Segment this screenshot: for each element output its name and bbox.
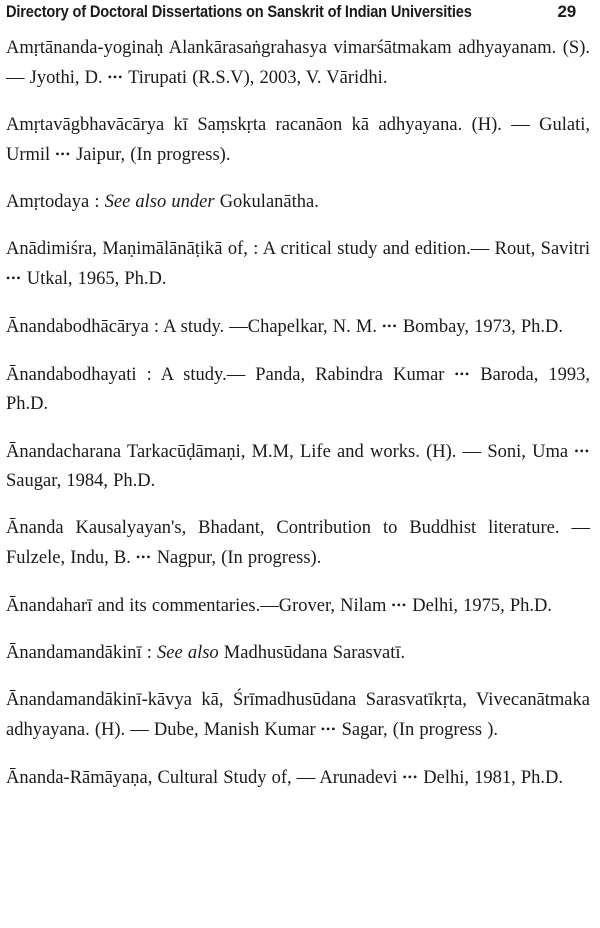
list-item: Ānanda-Rāmāyaṇa, Cultural Study of, — Arunadevi ••• Delhi, 1981, Ph.D. — [6, 768, 564, 788]
list-item: Ānandamandākinī : See also Madhusūdana Sarasvatī. — [6, 643, 406, 663]
entry-list — [6, 34, 590, 793]
list-item: Ānandabodhayati : A study.— Panda, Rabindra Kumar ••• Baroda, 1993, Ph.D. — [6, 365, 591, 414]
page-number: 29 — [557, 2, 576, 21]
list-item: Ānandamandākinī-kāvya kā, Śrīmadhusūdana Sarasvatīkṛta, Vivecanātmaka adhyayana. (H). — Dube, Manish Kumar ••• Sagar, (In progress ). — [6, 690, 590, 740]
running-header — [6, 0, 590, 26]
list-item: Ānandabodhācārya : A study. —Chapelkar, N. M. ••• Bombay, 1973, Ph.D. — [6, 317, 563, 337]
list-item: Amṛtodaya : See also under Gokulanātha. — [6, 192, 319, 212]
header-title: Directory of Doctoral Dissertations on Sanskrit of Indian Universities — [6, 2, 472, 21]
list-item: Amṛtānanda-yoginaḥ Alankārasaṅgrahasya vimarśātmakam adhyayanam. (S). — Jyothi, D. ••• Tirupati (R.S.V), 2003, V. Vāridhi. — [6, 38, 590, 88]
list-item: Amṛtavāgbhavācārya kī Saṃskṛta racanāon kā adhyayana. (H). — Gulati, Urmil ••• Jaipur, (In progress). — [6, 115, 590, 165]
list-item: Anādimiśra, Maṇimālānāṭikā of, : A critical study and edition.— Rout, Savitri ••• Utkal, 1965, Ph.D. — [6, 239, 590, 289]
list-item: Ānanda Kausalyayan's, Bhadant, Contribution to Buddhist literature. — Fulzele, Indu, B. ••• Nagpur, (In progress). — [6, 518, 590, 568]
list-item: Ānandacharana Tarkacūḍāmaṇi, M.M, Life and works. (H). — Soni, Uma ••• Saugar, 1984, Ph.D. — [6, 442, 590, 491]
list-item: Ānandaharī and its commentaries.—Grover, Nilam ••• Delhi, 1975, Ph.D. — [6, 596, 553, 616]
